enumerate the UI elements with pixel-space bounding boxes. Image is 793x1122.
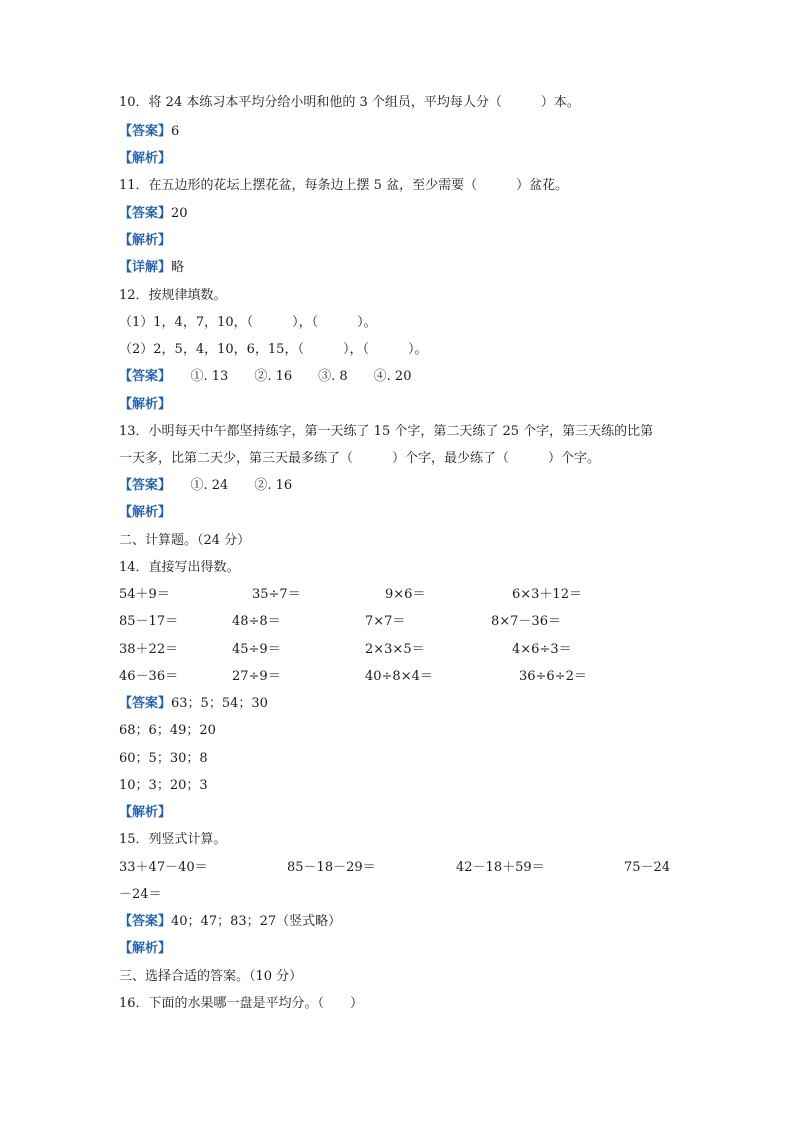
answer-11 [119,205,188,223]
question-13-line1: 13．小明每天中午都坚持练字，第一天练了 15 个字，第二天练了 25 个字，第三天练的比第 [119,424,654,439]
answer-value: 63；5；54；30 [171,696,268,711]
answer-value: 20 [171,206,188,221]
vertical-calc-item: 75－24 [624,860,671,875]
analysis-tag: 【解析】 [119,941,172,956]
question-13-line2: 一天多，比第二天少，第三天最多练了（ ）个字，最少练了（ ）个字。 [119,451,601,466]
answer-14-line: 60；5；30；8 [119,751,208,766]
question-12: 12．按规律填数。 [119,288,227,303]
answer-tag: 【答案】 [119,696,172,711]
calc-item: 7×7＝ [365,614,406,629]
answer-tag: 【答案】 [119,478,165,493]
calc-item: 27÷9＝ [232,669,281,684]
vertical-calc-item: 33＋47－40＝ [119,860,208,875]
calc-item: 48÷8＝ [232,614,281,629]
answer-value: 40；47；83；27（竖式略） [171,914,342,929]
analysis-12 [119,396,171,414]
calc-item: 46－36＝ [119,669,179,684]
analysis-tag: 【解析】 [119,805,172,820]
vertical-calc-item: 42－18＋59＝ [456,860,545,875]
answer-tag: 【答案】 [119,369,165,384]
answer-14-line: 10；3；20；3 [119,778,208,793]
calc-item: 85－17＝ [119,614,179,629]
calc-item: 9×6＝ [385,587,426,602]
analysis-15 [119,940,171,958]
question-10: 10．将 24 本练习本平均分给小明和他的 3 个组员，平均每人分（ ）本。 [119,95,580,110]
detail-11 [119,259,184,277]
analysis-13 [119,504,171,522]
section-2-title: 二、计算题。（24 分） [119,533,251,548]
analysis-tag: 【解析】 [119,151,172,166]
question-12-sub2: （2）2，5，4，10，6，15，（ ），（ ）。 [119,342,428,357]
answer-tag: 【答案】 [119,206,172,221]
analysis-tag: 【解析】 [119,397,172,412]
detail-value: 略 [171,260,185,275]
answer-value: ①. 24 ②. 16 [164,478,293,493]
answer-value: ①. 13 ②. 16 ③. 8 ④. 20 [164,369,412,384]
calc-item: 40÷8×4＝ [365,669,433,684]
question-15: 15．列竖式计算。 [119,832,227,847]
analysis-10 [119,150,171,168]
answer-15 [119,913,341,931]
calc-item: 54＋9＝ [119,587,170,602]
answer-14 [119,695,268,713]
analysis-tag: 【解析】 [119,505,172,520]
answer-14-line: 68；6；49；20 [119,723,216,738]
answer-10 [119,123,179,141]
calc-item: 45÷9＝ [232,642,281,657]
question-14: 14．直接写出得数。 [119,560,240,575]
analysis-11 [119,232,171,250]
calc-item: 8×7－36＝ [491,614,561,629]
question-12-sub1: （1）1，4，7，10，（ ），（ ）。 [119,315,377,330]
vertical-calc-continuation: －24＝ [119,887,162,902]
answer-tag: 【答案】 [119,124,172,139]
answer-tag: 【答案】 [119,914,172,929]
question-16: 16．下面的水果哪一盘是平均分。（ ） [119,996,364,1011]
vertical-calc-item: 85－18－29＝ [287,860,376,875]
calc-item: 2×3×5＝ [365,642,425,657]
calc-item: 6×3＋12＝ [512,587,582,602]
answer-12 [119,368,411,386]
calc-item: 38＋22＝ [119,642,179,657]
calc-item: 4×6÷3＝ [512,642,572,657]
calc-item: 35÷7＝ [252,587,301,602]
section-3-title: 三、选择合适的答案。（10 分） [119,969,303,984]
calc-item: 36÷6÷2＝ [519,669,587,684]
answer-value: 6 [171,124,180,139]
analysis-14 [119,804,171,822]
detail-tag: 【详解】 [119,260,172,275]
question-11: 11．在五边形的花坛上摆花盆，每条边上摆 5 盆，至少需要（ ）盆花。 [119,178,569,193]
answer-13 [119,477,292,495]
analysis-tag: 【解析】 [119,233,172,248]
